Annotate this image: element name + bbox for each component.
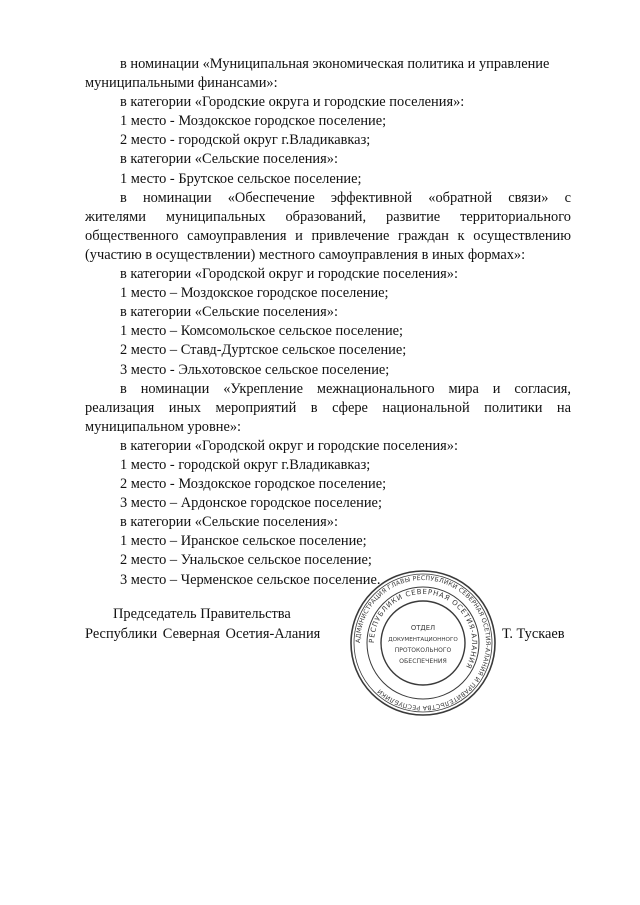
text-line: в категории «Сельские поселения»: xyxy=(120,304,338,321)
text-line: 2 место – Ставд-Дуртское сельское поселение; xyxy=(120,342,407,359)
stamp-ring-text: АДМИНИСТРАЦИЯ ГЛАВЫ РЕСПУБЛИКИ СЕВЕРНАЯ ОСЕТИЯ-АЛАНИЯ И ПРАВИТЕЛЬСТВА РЕСПУБЛИКИ xyxy=(354,574,492,712)
stamp-icon xyxy=(348,568,498,718)
stamp-center-line: ПРОТОКОЛЬНОГО xyxy=(394,647,452,654)
text-line: 1 место – Комсомольское сельское поселение; xyxy=(120,323,404,340)
signatory-title xyxy=(85,604,345,644)
text-line: в номинации «Обеспечение эффективной «обратной связи» с xyxy=(120,189,571,206)
text-line: 1 место - Моздокское городское поселение; xyxy=(120,113,387,130)
stamp-inner-ring-text: РЕСПУБЛИКИ СЕВЕРНАЯ ОСЕТИЯ-АЛАНИЯ xyxy=(367,587,479,671)
text-line: 2 место – Унальское сельское поселение; xyxy=(120,552,372,569)
text-line: 2 место - Моздокское городское поселение; xyxy=(120,476,387,493)
text-line: муниципальными финансами»: xyxy=(85,75,278,92)
text-line: общественного самоуправления и привлечение граждан к осуществлению xyxy=(85,227,571,244)
signatory-title-line: Председатель Правительства xyxy=(113,606,291,622)
stamp-center-line: ДОКУМЕНТАЦИОННОГО xyxy=(388,637,458,643)
text-line: 2 место - городской округ г.Владикавказ; xyxy=(120,132,371,149)
signatory-name: Т. Тускаев xyxy=(502,626,565,642)
text-line: 3 место – Ардонское городское поселение; xyxy=(120,495,382,512)
text-line: в категории «Сельские поселения»: xyxy=(120,151,338,168)
document-body xyxy=(85,55,571,590)
text-line: в категории «Городской округ и городские поселения»: xyxy=(120,266,458,283)
signatory-title-line: Республики Северная Осетия-Алания xyxy=(85,626,321,642)
stamp-center-line: ОБЕСПЕЧЕНИЯ xyxy=(399,658,447,665)
text-line: в категории «Сельские поселения»: xyxy=(120,514,338,531)
official-stamp-seal xyxy=(348,568,498,718)
text-line: жителями муниципальных образований, развитие территориального xyxy=(85,208,571,225)
text-line: 1 место – Моздокское городское поселение; xyxy=(120,285,389,302)
text-line: 1 место - Брутское сельское поселение; xyxy=(120,170,362,187)
stamp-center-line: ОТДЕЛ xyxy=(410,624,436,632)
text-line: в номинации «Укрепление межнационального мира и согласия, xyxy=(120,380,571,397)
text-line: муниципальном уровне»: xyxy=(85,418,242,435)
text-line: (участию в осуществлении) местного самоуправления в иных формах»: xyxy=(85,246,526,263)
text-line: реализация иных мероприятий в сфере национальной политики на xyxy=(85,399,571,416)
text-line: 1 место - городской округ г.Владикавказ; xyxy=(120,456,371,473)
text-line: в номинации «Муниципальная экономическая политика и управление xyxy=(120,56,550,72)
text-line: 3 место – Черменское сельское поселение. xyxy=(120,571,381,588)
text-line: в категории «Городские округа и городские поселения»: xyxy=(120,94,465,111)
text-line: 1 место – Иранское сельское поселение; xyxy=(120,533,367,550)
text-line: в категории «Городской округ и городские поселения»: xyxy=(120,437,458,454)
text-line: 3 место - Эльхотовское сельское поселение; xyxy=(120,361,390,378)
